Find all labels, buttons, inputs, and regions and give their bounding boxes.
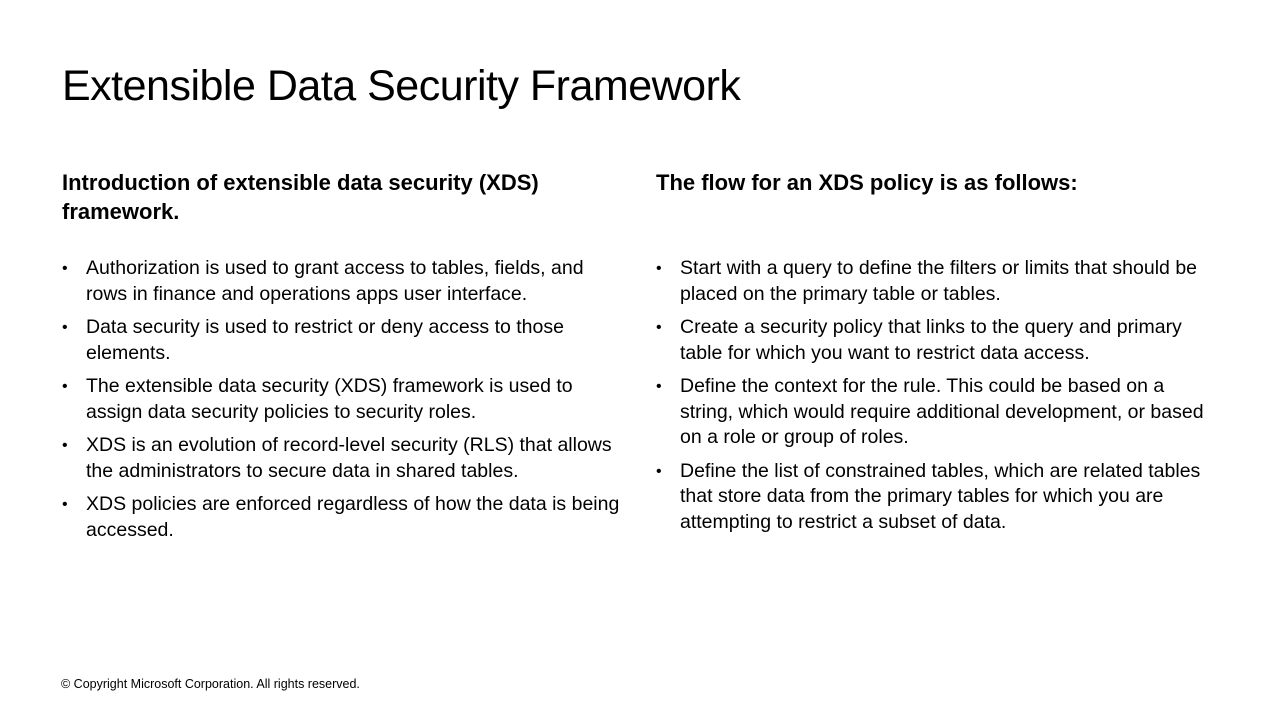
bullet-item: • The extensible data security (XDS) framework is used to assign data security policies to security roles. [62, 374, 622, 425]
bullet-item: • Create a security policy that links to the query and primary table for which you want to restrict data access. [656, 315, 1216, 366]
slide-title: Extensible Data Security Framework [62, 62, 741, 110]
left-column-heading: Introduction of extensible data security (XDS) framework. [62, 170, 539, 224]
left-column [62, 168, 622, 551]
bullet-item: • Authorization is used to grant access to tables, fields, and rows in finance and operations apps user interface. [62, 256, 622, 307]
left-bullet-list [62, 256, 622, 543]
bullet-item: • Start with a query to define the filters or limits that should be placed on the primary table or tables. [656, 256, 1216, 307]
bullet-item: • XDS policies are enforced regardless of how the data is being accessed. [62, 492, 622, 543]
right-bullet-list [656, 256, 1216, 535]
bullet-item: • Data security is used to restrict or deny access to those elements. [62, 315, 622, 366]
right-column-heading: The flow for an XDS policy is as follows: [656, 170, 1078, 195]
right-column [656, 168, 1216, 543]
bullet-item: • Define the list of constrained tables, which are related tables that store data from the primary tables for which you are attempting to restrict a subset of data. [656, 459, 1216, 536]
copyright-footer: © Copyright Microsoft Corporation. All rights reserved. [61, 677, 360, 691]
bullet-item: • XDS is an evolution of record-level security (RLS) that allows the administrators to secure data in shared tables. [62, 433, 622, 484]
bullet-item: • Define the context for the rule. This could be based on a string, which would require additional development, or based on a role or group of roles. [656, 374, 1216, 451]
